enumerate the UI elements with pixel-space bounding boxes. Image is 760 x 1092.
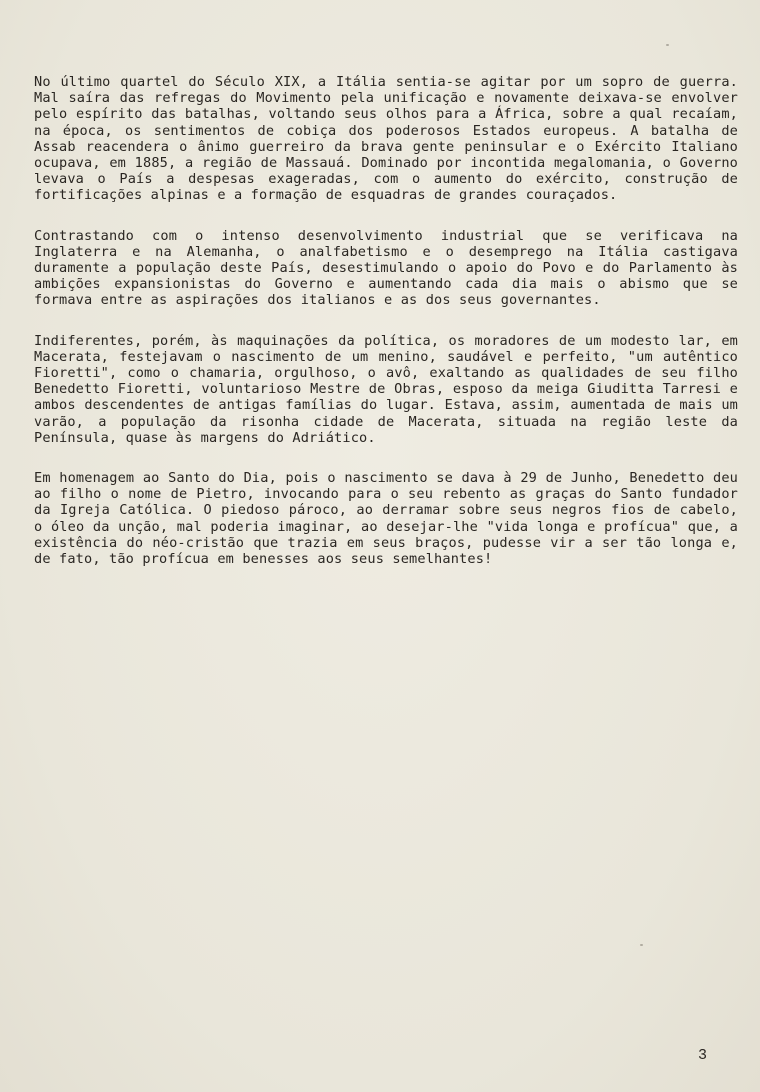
document-body <box>34 74 738 567</box>
paragraph-1: No último quartel do Século XIX, a Itália sentia-se agitar por um sopro de guerra. Mal saíra das refregas do Movimento pela unificação e novamente deixava-se envolver pelo espírito das batalhas, voltando seus olhos para a África, sobre a qual recaíam, na época, os sentimentos de cobiça dos poderosos Estados europeus. A batalha de Assab reacendera o ânimo guerreiro da brava gente peninsular e o Exército Italiano ocupava, em 1885, a região de Massauá. Dominado por incontida megalomania, o Governo levava o País a despesas exageradas, com o aumento do exército, construção de fortificações alpinas e a formação de esquadras de grandes couraçados. <box>34 74 738 204</box>
page-number: 3 <box>698 1047 708 1064</box>
paragraph-3: Indiferentes, porém, às maquinações da política, os moradores de um modesto lar, em Macerata, festejavam o nascimento de um menino, saudável e perfeito, "um autêntico Fioretti", como o chamaria, orgulhoso, o avô, exaltando as qualidades de seu filho Benedetto Fioretti, voluntarioso Mestre de Obras, esposo da meiga Giuditta Tarresi e ambos descendentes de antigas famílias do lugar. Estava, assim, aumentada de mais um varão, a população da risonha cidade de Macerata, situada na região leste da Península, quase às margens do Adriático. <box>34 332 738 446</box>
paper-speck <box>640 944 643 946</box>
paragraph-4: Em homenagem ao Santo do Dia, pois o nascimento se dava à 29 de Junho, Benedetto deu ao filho o nome de Pietro, invocando para o seu rebento as graças do Santo fundador da Igreja Católica. O piedoso pároco, ao derramar sobre seus negros fios de cabelo, o óleo da unção, mal poderia imaginar, ao desejar-lhe "vida longa e profícua" que, a existência do néo-cristão que trazia em seus braços, pudesse vir a ser tão longa e, de fato, tão profícua em benesses aos seus semelhantes! <box>34 470 738 568</box>
paragraph-2: Contrastando com o intenso desenvolvimento industrial que se verificava na Inglaterra e na Alemanha, o analfabetismo e o desemprego na Itália castigava duramente a população deste País, desestimulando o apoio do Povo e do Parlamento às ambições expansionistas do Governo e aumentando cada dia mais o abismo que se formava entre as aspirações dos italianos e as dos seus governantes. <box>34 227 738 309</box>
paper-speck <box>666 44 669 46</box>
